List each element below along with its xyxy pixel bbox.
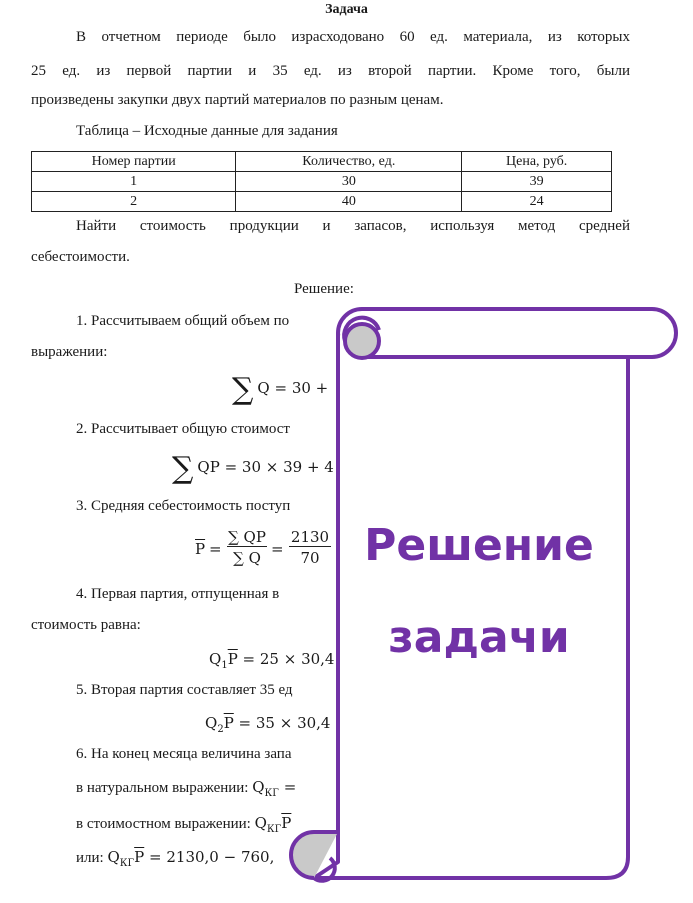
- scroll-curl-top: [345, 324, 379, 358]
- table-caption: Таблица – Исходные данные для задания: [76, 123, 338, 139]
- formula-1: ∑ Q = 30 +: [232, 372, 329, 407]
- scroll-top-roll: [338, 309, 676, 357]
- problem-line-1: В отчетном периоде было израсходовано 60 ед. материала, из которых: [76, 29, 630, 45]
- table-header: Цена, руб.: [462, 152, 612, 172]
- task-line-2: себестоимости.: [31, 249, 130, 265]
- table-cell: 1: [32, 172, 236, 192]
- solution-heading: Решение:: [294, 281, 354, 297]
- step-1-continuation: выражении:: [31, 344, 108, 360]
- step-1: 1. Рассчитываем общий объем по: [76, 313, 290, 329]
- step-5: 5. Вторая партия составляет 35 ед: [76, 682, 293, 698]
- step-2: 2. Рассчитывает общую стоимост: [76, 421, 290, 437]
- document-title: Задача: [325, 2, 368, 17]
- sum-symbol: ∑: [172, 451, 194, 486]
- step-6-natural: в натуральном выражении: $Q_{КГ}$ =: [76, 778, 297, 799]
- step-6-or: или: $Q_{КГ}\overline{P} = 2130,0 - 760$,: [76, 848, 275, 869]
- overlay-title-line-2: задачи: [388, 612, 570, 663]
- step-4: 4. Первая партия, отпущенная в: [76, 586, 280, 602]
- step-4-continuation: стоимость равна:: [31, 617, 141, 633]
- table-cell: 30: [236, 172, 462, 192]
- step-6: 6. На конец месяца величина запа: [76, 746, 292, 762]
- problem-line-2: 25 ед. из первой партии и 35 ед. из второй партии. Кроме того, были: [31, 63, 630, 79]
- step-3: 3. Средняя себестоимость поступ: [76, 498, 291, 514]
- table-header: Количество, ед.: [236, 152, 462, 172]
- task-line-1: Найти стоимость продукции и запасов, используя метод средней: [76, 218, 630, 234]
- table-cell: 2: [32, 192, 236, 212]
- formula-5: $Q_2\overline{P} = 35 \times 30,4$: [205, 714, 331, 735]
- table-cell: 40: [236, 192, 462, 212]
- sum-symbol: ∑: [232, 372, 254, 407]
- table-header: Номер партии: [32, 152, 236, 172]
- scroll-sheet: [314, 333, 628, 878]
- formula-2: ∑ QP = 30 × 39 + 4: [172, 451, 334, 486]
- step-6-value: в стоимостном выражении: $Q_{КГ}\overline{P}$: [76, 814, 292, 835]
- table-cell: 39: [462, 172, 612, 192]
- table-cell: 24: [462, 192, 612, 212]
- formula-4: $Q_1\overline{P} = 25 \times 30,4$: [209, 650, 335, 671]
- overlay-title-line-1: Решение: [364, 520, 594, 571]
- problem-line-3: произведены закупки двух партий материалов по разным ценам.: [31, 92, 444, 108]
